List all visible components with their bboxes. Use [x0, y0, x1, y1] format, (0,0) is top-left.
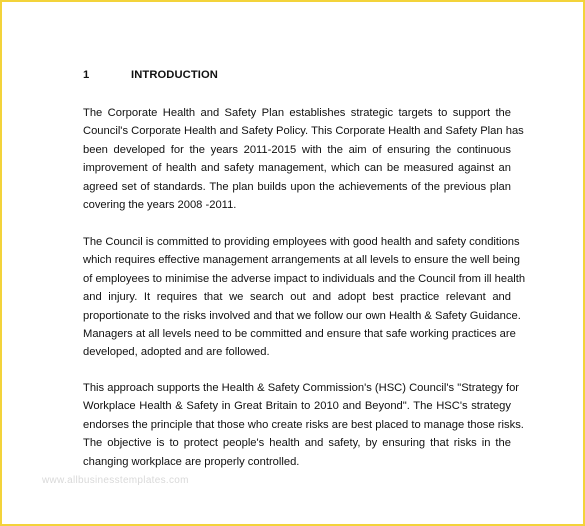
paragraph-line: This approach supports the Health & Safety Commission's (HSC) Council's "Strategy for [83, 382, 520, 394]
paragraph-line: Workplace Health & Safety in Great Britain to 2010 and Beyond". The HSC's strategy [83, 400, 511, 413]
paragraph-line: developed, adopted and are followed. [83, 346, 270, 359]
paragraph-line: The Council is committed to providing employees with good health and safety conditions [83, 236, 520, 248]
section-heading [83, 69, 218, 81]
document-page [2, 2, 583, 524]
paragraph-line: and injury. It requires that we search out and adopt best practice relevant and [83, 291, 511, 304]
paragraph-line: Managers at all levels need to be committed and ensure that safe working practices are [83, 327, 516, 340]
paragraph-line: changing workplace are properly controlled. [83, 455, 300, 468]
paragraph-intro [83, 104, 524, 214]
watermark-text: www.allbusinesstemplates.com [42, 475, 189, 486]
paragraph-line: endorses the principle that those who create risks are best placed to manage those risks. [83, 418, 524, 431]
section-title: INTRODUCTION [131, 69, 218, 81]
paragraph-line: improvement of health and safety management, which can be measured against an [83, 162, 511, 175]
paragraph-line: covering the years 2008 -2011. [83, 198, 237, 211]
paragraph-line: which requires effective management arrangements at all levels to ensure the well being [83, 254, 520, 267]
paragraph-commitment [83, 233, 526, 362]
paragraph-line: Council's Corporate Health and Safety Policy. This Corporate Health and Safety Plan has [83, 125, 524, 138]
paragraph-line: of employees to minimise the adverse impact to individuals and the Council from ill health [83, 272, 526, 285]
section-number: 1 [83, 69, 90, 81]
paragraph-line: proportionate to the risks involved and that we follow our own Health & Safety Guidance. [83, 309, 521, 322]
paragraph-line: agreed set of standards. The plan builds upon the achievements of the previous plan [83, 180, 511, 193]
paragraph-approach [83, 379, 524, 471]
paragraph-line: The Corporate Health and Safety Plan establishes strategic targets to support the [83, 107, 511, 119]
paragraph-line: The objective is to protect people's health and safety, by ensuring that risks in the [83, 437, 511, 450]
paragraph-line: been developed for the years 2011-2015 with the aim of ensuring the continuous [83, 143, 511, 156]
